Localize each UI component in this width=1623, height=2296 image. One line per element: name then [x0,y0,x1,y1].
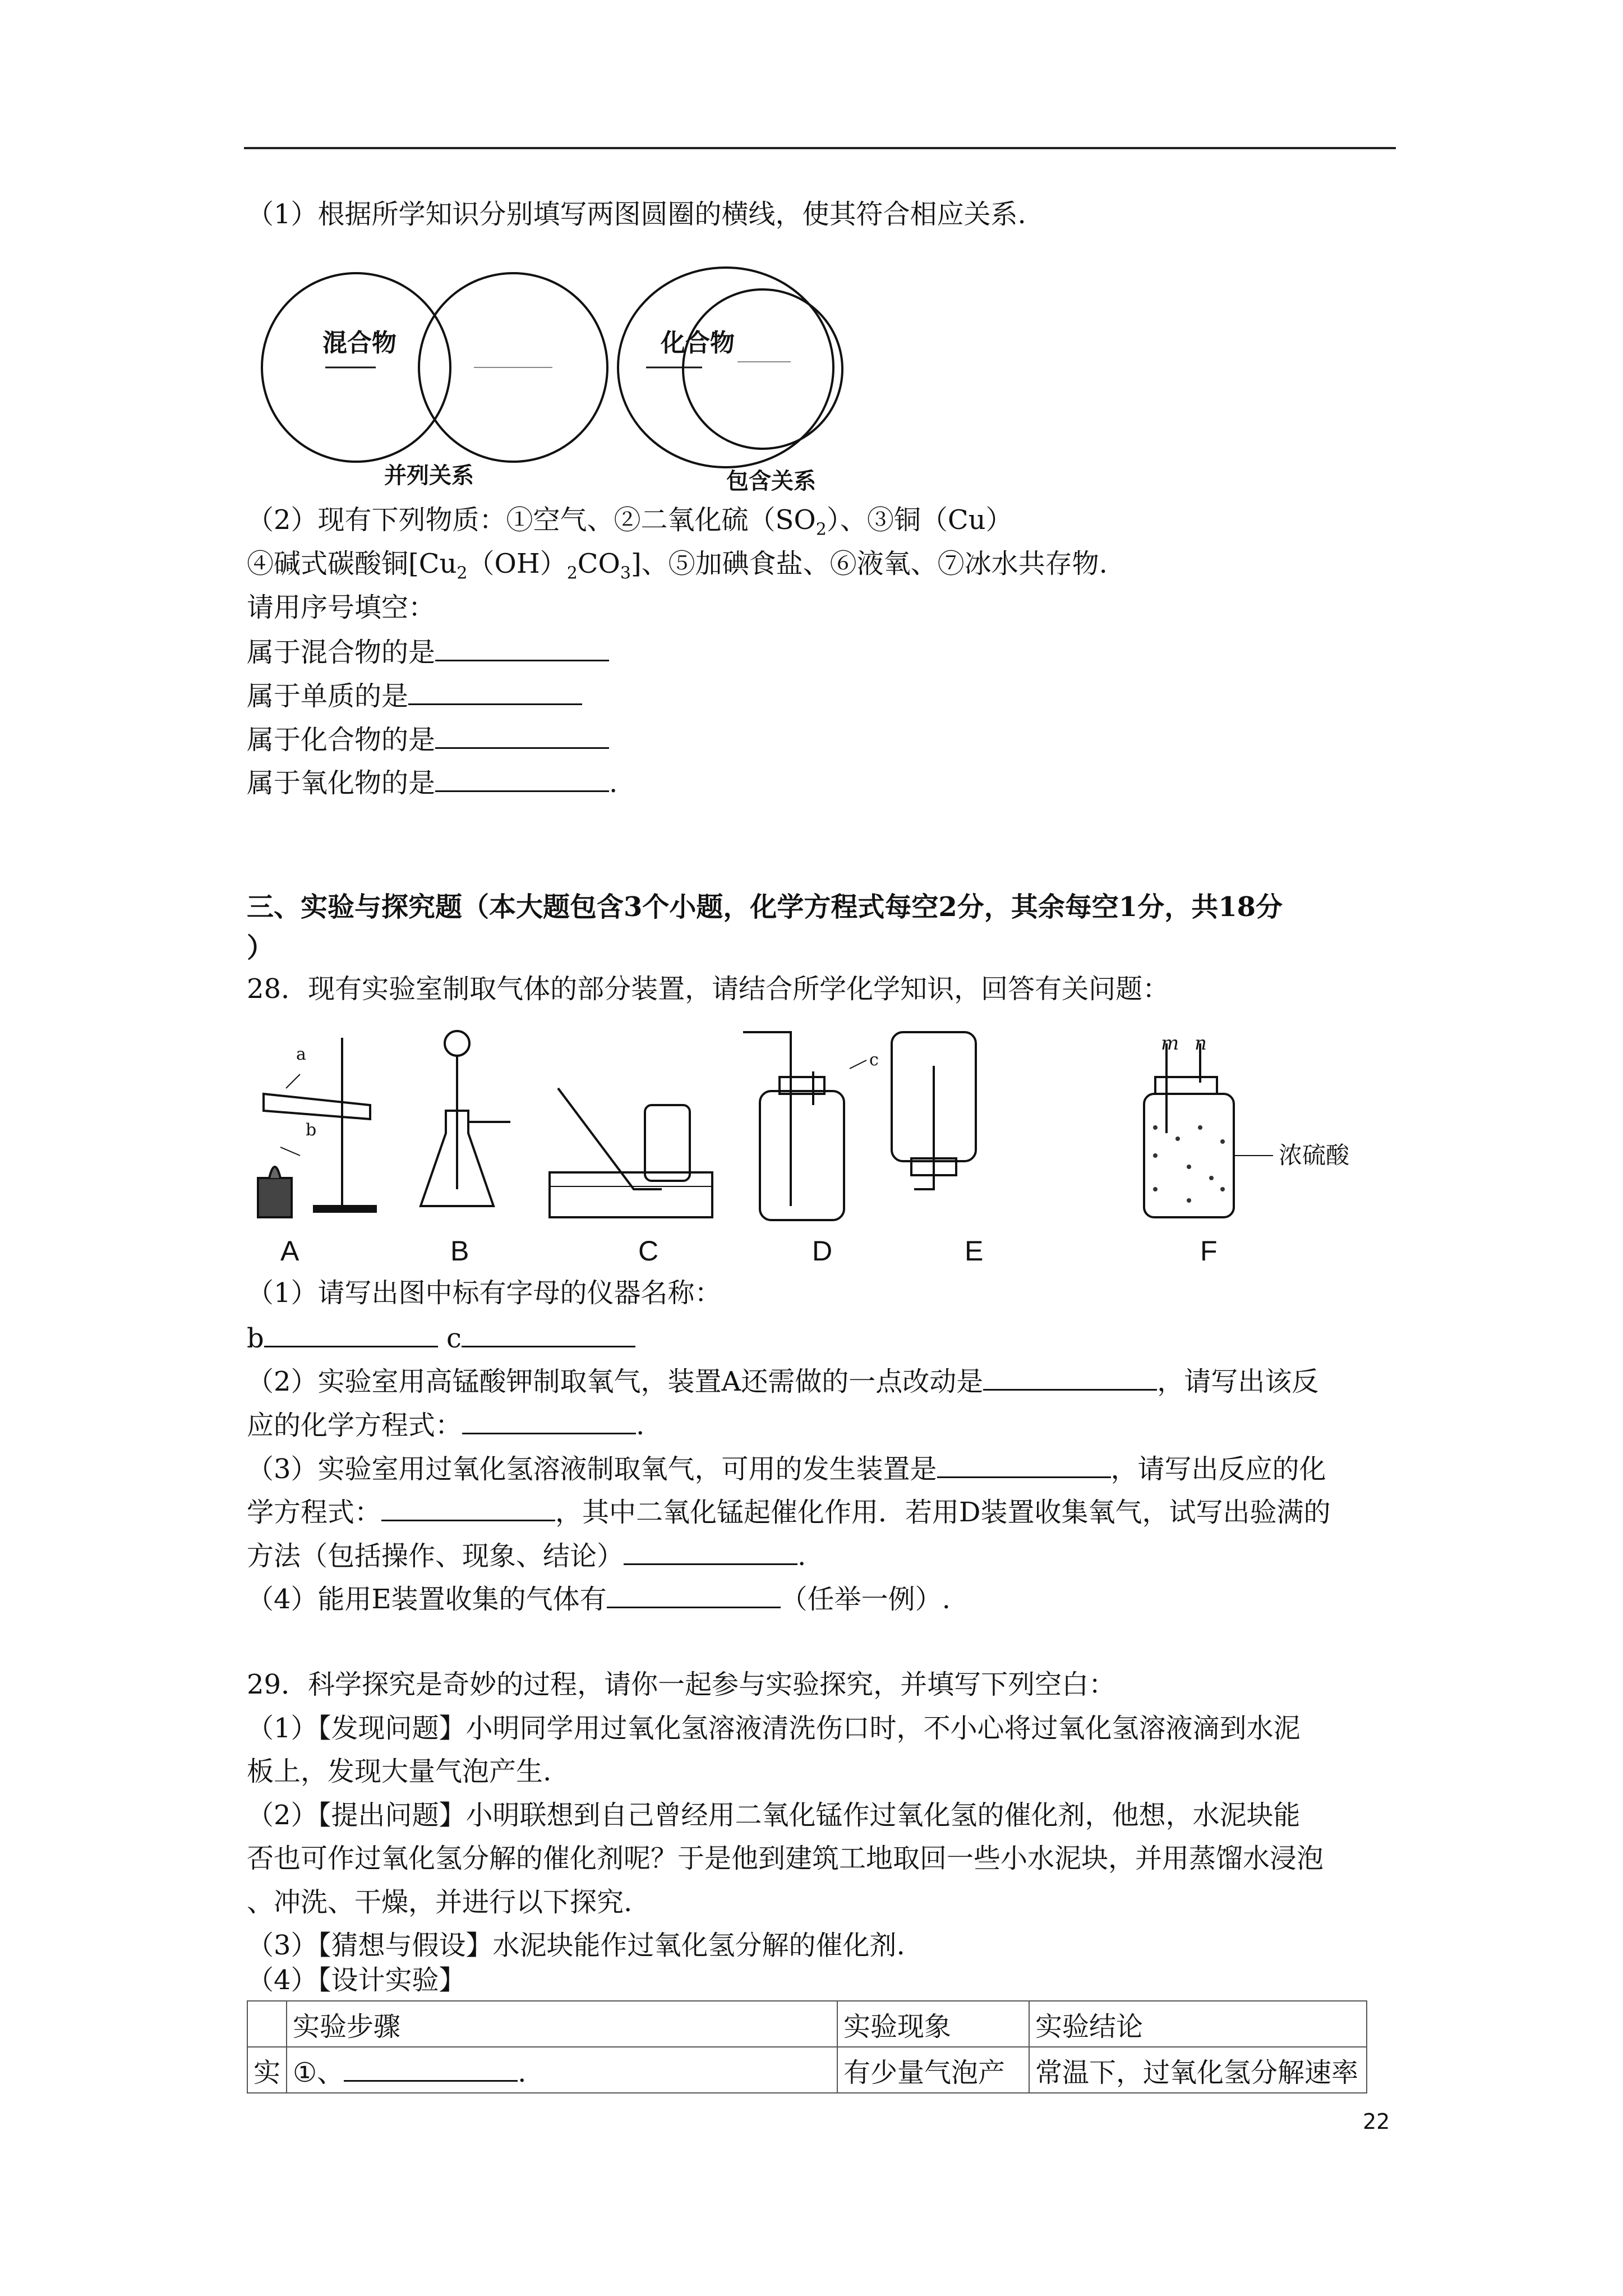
blank-mixture: 属于混合物的是 [247,634,609,669]
q28-p1: （1）请写出图中标有字母的仪器名称： [247,1277,722,1309]
table-row [247,2047,1367,2093]
apparatus-label-b: B [450,1235,469,1267]
blank-element: 属于单质的是 [247,678,582,713]
q28-p3c: 方法（包括操作、现象、结论） . [247,1538,806,1573]
table-cell: 有少量气泡产 [837,2047,1029,2093]
q2-line1: （2）现有下列物质：①空气、②二氧化硫$(SO_2)$、③铜（Cu） [247,504,1013,540]
table-cell: 常温下，过氧化氢分解速率 [1029,2047,1367,2093]
q28-p3b: 学方程式： ，其中二氧化锰起催化作用．若用D装置收集氧气，试写出验满的 [247,1494,1331,1529]
label-m: m [1161,1032,1179,1055]
apparatus-label-f: F [1200,1235,1218,1267]
q29-s1b: 板上，发现大量气泡产生. [247,1756,552,1787]
table-header-cell: 实验步骤 [287,2001,837,2047]
label-c-small: c [869,1050,879,1070]
inner-circle [683,289,842,449]
q28-p2a: （2）实验室用高锰酸钾制取氧气，装置A还需做的一点改动是 ，请写出该反 [247,1363,1318,1398]
page-number: 22 [1363,2109,1390,2134]
apparatus-label-a: A [280,1235,299,1267]
apparatus-label-e: E [965,1235,984,1267]
caption-inclusion: 包含关系 [726,468,816,494]
table-header-row [247,2001,1367,2047]
q29-s4: （4）【设计实验】 [247,1964,466,1996]
q29-s3: （3）【猜想与假设】水泥块能作过氧化氢分解的催化剂. [247,1930,905,1961]
apparatus-f [1144,1043,1273,1217]
q29-s1a: （1）【发现问题】小明同学用过氧化氢溶液清洗伤口时，不小心将过氧化氢溶液滴到水泥 [247,1713,1301,1744]
q28-p4: （4）能用E装置收集的气体有 （任举一例）. [247,1581,951,1616]
blank-compound: 属于化合物的是 [247,721,609,757]
label-compound: 化合物 [661,329,735,357]
header-rule [244,147,1396,149]
q2-line2: ④碱式碳酸铜$[Cu_2(OH)_2CO_3]$、⑤加碘食盐、⑥液氧、⑦冰水共存物. [247,548,1108,583]
q2-prompt: 请用序号填空： [247,592,436,623]
label-acid: 浓硫酸 [1279,1142,1350,1169]
experiment-table [247,2000,1367,2093]
q29-s2c: 、冲洗、干燥，并进行以下探究. [247,1887,633,1918]
section3-title: 三、实验与探究题（本大题包含3个小题，化学方程式每空2分，其余每空1分，共18分 [247,891,1283,923]
apparatus-label-d: D [812,1235,833,1267]
table-cell: ①、 . [287,2047,837,2093]
q28-stem: 28．现有实验室制取气体的部分装置，请结合所学化学知识，回答有关问题： [247,973,1170,1005]
table-header-cell [247,2001,287,2047]
apparatus-label-c: C [638,1235,659,1267]
table-header-cell: 实验现象 [837,2001,1029,2047]
apparatus-c [550,1088,712,1217]
apparatus-e [892,1032,976,1189]
q1-text: （1）根据所学知识分别填写两图圆圈的横线，使其符合相应关系. [247,199,1026,230]
blank-oxide: 属于氧化物的是 . [247,765,617,800]
caption-parallel: 并列关系 [384,463,474,489]
q29-stem: 29．科学探究是奇妙的过程，请你一起参与实验探究，并填写下列空白： [247,1669,1116,1700]
apparatus-a [258,1038,376,1217]
apparatus-d [743,1032,866,1220]
table-header-cell: 实验结论 [1029,2001,1367,2047]
table-cell: 实 [247,2047,287,2093]
label-b-small: b [306,1120,317,1140]
label-n: n [1195,1032,1207,1055]
label-a: a [296,1045,306,1064]
section3-title-end: ） [247,932,274,964]
q29-s2a: （2）【提出问题】小明联想到自己曾经用二氧化锰作过氧化氢的催化剂，他想，水泥块能 [247,1800,1301,1831]
q28-p1-blanks: b c [247,1320,635,1355]
q29-s2b: 否也可作过氧化氢分解的催化剂呢？于是他到建筑工地取回一些小水泥块，并用蒸馏水浸泡 [247,1843,1324,1874]
q28-p3a: （3）实验室用过氧化氢溶液制取氧气，可用的发生装置是 ，请写出反应的化 [247,1451,1326,1486]
apparatus-b [421,1031,510,1206]
label-mixture: 混合物 [322,329,396,357]
q28-p2b: 应的化学方程式： . [247,1407,644,1442]
